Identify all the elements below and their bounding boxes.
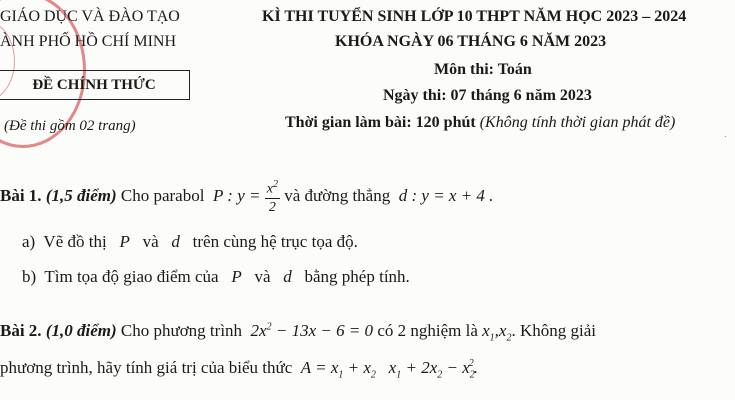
q2-title: Bài 2. <box>0 321 42 340</box>
q2-tail: . Không giải <box>511 321 596 340</box>
question-1 <box>0 180 493 215</box>
q2-expr-x2a-sub: 2 <box>370 369 376 381</box>
duration-note: (Không tính thời gian phát đề) <box>479 114 676 131</box>
q1-frac-num-exp: 2 <box>272 179 278 190</box>
official-label: ĐỀ CHÍNH THỨC <box>0 70 190 100</box>
q2-root2-sub: 2 <box>506 332 512 344</box>
q2-root1-var: x <box>482 321 490 340</box>
exam-date: Ngày thi: 07 tháng 6 năm 2023 <box>383 87 592 104</box>
q2-has-roots: có 2 nghiệm là <box>377 321 478 340</box>
q1-a-d: d <box>171 232 180 251</box>
q2-expr-A: A = <box>300 358 331 377</box>
q2-expr-x2a: x <box>363 358 371 377</box>
exam-session: KHÓA NGÀY 06 THÁNG 6 NĂM 2023 <box>335 33 607 50</box>
exam-duration <box>285 114 675 132</box>
q1-frac-denominator: 2 <box>268 199 276 215</box>
q1-parabola-lhs: P : y = <box>212 186 261 206</box>
q2-expr-x1a-sub: 1 <box>338 369 344 381</box>
corner-mark: ˙ <box>723 135 727 146</box>
question-2 <box>0 321 596 343</box>
q2-expr-x1b-sub: 1 <box>396 369 402 381</box>
q2-expr-x2b-sub: 2 <box>437 369 443 381</box>
q2-root-comma: , <box>494 321 499 340</box>
q2-line-2 <box>0 358 478 380</box>
q2-eq-a-exp: 2 <box>266 321 272 333</box>
q1-b-text-2: bằng phép tính. <box>304 267 410 286</box>
q1-b-label: b) <box>22 267 37 286</box>
page-count-note: (Đề thi gồm 02 trang) <box>4 118 136 134</box>
q1-fraction <box>265 180 280 215</box>
q2-expr-plus2x: + 2x <box>401 358 438 377</box>
q2-expression <box>300 358 479 381</box>
q2-root1-sub: 1 <box>489 332 495 344</box>
q1-part-b <box>22 267 410 287</box>
q2-line2-text: phương trình, hãy tính giá trị của biểu thức <box>0 358 293 377</box>
q1-frac-numerator <box>265 180 280 199</box>
q2-equation <box>251 321 374 340</box>
q1-points: (1,5 điểm) <box>45 186 117 206</box>
department-line2: ÀNH PHỐ HỒ CHÍ MINH <box>0 33 176 50</box>
q2-intro: Cho phương trình <box>120 321 243 340</box>
exam-title: KÌ THI TUYỂN SINH LỚP 10 THPT NĂM HỌC 2023 – 2024 <box>262 8 687 25</box>
q1-frac-num-var: x <box>266 181 273 197</box>
q1-line-equation: d : y = x + 4 . <box>398 186 494 206</box>
q2-expr-period: . <box>473 358 479 377</box>
q1-and-line: và đường thẳng <box>284 186 391 206</box>
q2-eq-a: 2x <box>250 321 267 340</box>
q2-eq-rest: − 13x − 6 = 0 <box>271 321 374 340</box>
q2-expr-minus: − x <box>442 358 470 377</box>
q1-a-text-1: Vẽ đồ thị <box>43 232 107 251</box>
q1-a-label: a) <box>22 232 36 251</box>
exam-subject: Môn thi: Toán <box>434 61 532 78</box>
q1-b-and: và <box>254 267 271 286</box>
q2-expr-x1a: x <box>330 358 339 377</box>
q1-intro: Cho parabol <box>120 186 205 206</box>
q1-a-text-2: trên cùng hệ trục tọa độ. <box>192 232 358 251</box>
q1-title: Bài 1. <box>0 186 42 206</box>
q2-roots <box>482 321 512 344</box>
q2-points: (1,0 điểm) <box>45 321 117 340</box>
q1-b-P: P <box>231 267 242 286</box>
q1-a-and: và <box>142 232 159 251</box>
q2-expr-exp: 2 <box>468 358 474 370</box>
q1-a-P: P <box>119 232 130 251</box>
q2-expr-x2c-sub: 2 <box>469 369 475 381</box>
q1-b-text-1: Tìm tọa độ giao điểm của <box>44 267 219 286</box>
q1-part-a <box>22 232 358 252</box>
q2-root2-var: x <box>498 321 507 340</box>
duration-label: Thời gian làm bài: 120 phút <box>285 114 476 131</box>
department-line1: GIÁO DỤC VÀ ĐÀO TẠO <box>0 8 180 25</box>
q2-expr-plus: + <box>343 358 364 377</box>
q1-b-d: d <box>283 267 292 286</box>
q2-expr-x1b: x <box>388 358 397 377</box>
